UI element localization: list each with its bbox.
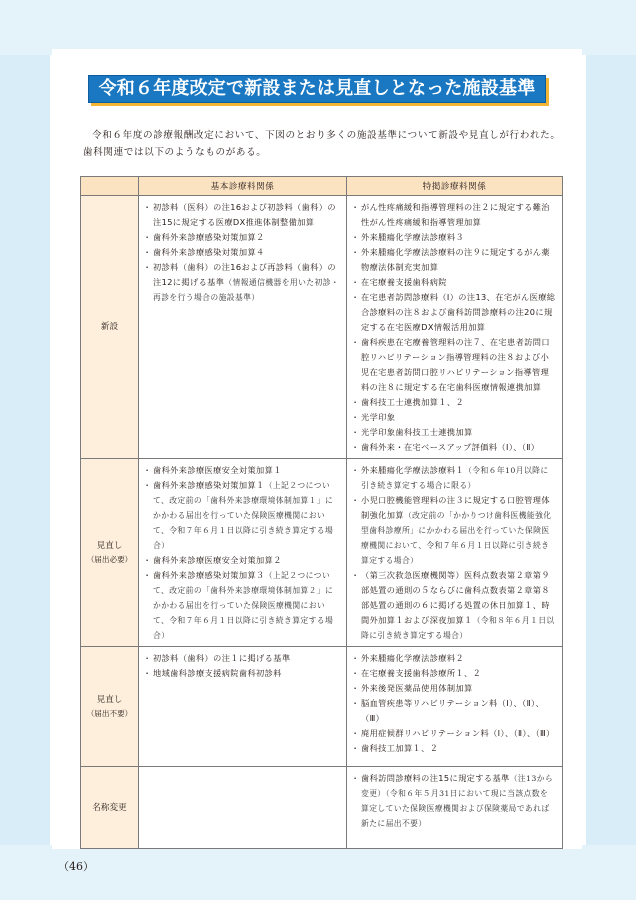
item-text: 歯科外来診療感染対策加算２	[153, 232, 265, 242]
row-label: 名称変更	[92, 802, 127, 813]
item-text: 歯科外来診療感染対策加算３	[153, 570, 265, 580]
special-item-list	[347, 196, 562, 458]
cell-basic	[139, 196, 347, 459]
table-row	[81, 767, 563, 849]
item-text: 地域歯科診療支援病院歯科初診料	[153, 668, 282, 678]
list-item	[145, 568, 340, 643]
basic-item-list	[139, 459, 346, 646]
list-item	[353, 568, 556, 643]
item-text: 外来腫瘍化学療法診療料の注９に規定するがん薬物療法体制充実加算	[361, 247, 550, 272]
cell-special	[347, 459, 563, 647]
row-label-cell	[81, 767, 139, 849]
cell-special	[347, 767, 563, 849]
row-label: 見直し	[96, 694, 123, 705]
list-item	[145, 478, 340, 553]
item-text: 小児口腔機能管理料の注３に規定する口腔管理体制強化加算	[361, 495, 550, 520]
table-row	[81, 459, 563, 647]
list-item	[353, 245, 556, 275]
list-item	[145, 245, 340, 260]
basic-item-list	[139, 196, 346, 308]
page-title: 令和６年度改定で新設または見直しとなった施設基準	[88, 75, 546, 103]
item-note: （令和６年10月以降に引き続き算定する場合に限る）	[361, 466, 549, 490]
top-frame-band	[0, 0, 636, 55]
item-text: 光学印象	[361, 412, 396, 422]
row-sublabel: （届出必要）	[86, 554, 133, 564]
row-label: 新設	[100, 322, 119, 332]
row-label: 見直し	[96, 540, 123, 551]
item-text: 歯科技工士連携加算１、２	[361, 397, 465, 407]
item-text: 初診料（医科）の注16および初診料（歯科）の注15に規定する医療DX推進体制整備加算	[153, 202, 336, 227]
special-item-list	[347, 647, 562, 759]
list-item	[145, 200, 340, 230]
item-text: 在宅療養支援歯科病院	[361, 277, 447, 287]
table-row	[81, 647, 563, 767]
basic-item-list	[139, 647, 346, 684]
item-note: （上記２つについて、改定前の「歯科外来診療環境体制加算２」にかかわる届出を行っていた保険医療機関において、令和７年６月１日以降に引き続き算定する場合）	[153, 571, 334, 640]
list-item	[353, 651, 556, 666]
item-text: 光学印象歯科技工士連携加算	[361, 427, 473, 437]
item-text: 初診料（歯科）の注１に掲げる基準	[153, 653, 291, 663]
header-special: 特掲診療料関係	[347, 177, 563, 196]
row-label-cell	[81, 196, 139, 459]
list-item	[353, 493, 556, 568]
cell-basic	[139, 459, 347, 647]
list-item	[353, 410, 556, 425]
item-text: 歯科外来・在宅ベースアップ評価料（Ⅰ）、（Ⅱ）	[361, 442, 540, 452]
left-frame-band	[0, 55, 50, 870]
item-text: 外来腫瘍化学療法診療料２	[361, 653, 465, 663]
item-note: （情報通信機器を用いた初診・再診を行う場合の施設基準）	[153, 278, 340, 302]
list-item	[353, 230, 556, 245]
item-text: 在宅患者訪問診療料（Ⅰ）の注13、在宅がん医療総合診療料の注８および歯科訪問診療料の注20に規定する在宅医療DX情報活用加算	[361, 292, 556, 332]
list-item	[353, 681, 556, 696]
list-item	[353, 200, 556, 230]
item-text: 歯科技工加算１、２	[361, 743, 439, 753]
list-item	[353, 463, 556, 493]
item-text: 脳血管疾患等リハビリテーション料（Ⅰ）、（Ⅱ）、（Ⅲ）	[361, 698, 545, 723]
row-sublabel: （届出不要）	[86, 708, 133, 718]
basic-item-list	[139, 767, 346, 774]
item-text: 外来後発医薬品使用体制加算	[361, 683, 473, 693]
item-text: 歯科訪問診療料の注15に規定する基準	[361, 773, 510, 783]
item-text: 歯科外来診療医療安全対策加算１	[153, 465, 282, 475]
list-item	[353, 666, 556, 681]
item-text: 廃用症候群リハビリテーション料（Ⅰ）、（Ⅱ）、（Ⅲ）	[361, 728, 555, 738]
cell-basic	[139, 647, 347, 767]
item-text: 在宅療養支援歯科診療所１、２	[361, 668, 482, 678]
item-text: 歯科外来診療感染対策加算４	[153, 247, 265, 257]
list-item	[145, 463, 340, 478]
item-note: （改定前の「かかりつけ歯科医機能強化型歯科診療所」にかかわる届出を行っていた保険医療機関において、令和７年６月１日以降に引き続き算定する場合）	[361, 511, 552, 565]
list-item	[353, 726, 556, 741]
item-note: （上記２つについて、改定前の「歯科外来診療環境体制加算１」にかかわる届出を行っていた保険医療機関において、令和７年６月１日以降に引き続き算定する場合）	[153, 481, 334, 550]
cell-basic	[139, 767, 347, 849]
intro-text: 令和６年度の診療報酬改定において、下図のとおり多くの施設基準について新設や見直しが行われた。歯科関連では以下のようなものがある。	[83, 130, 561, 158]
facility-standards-table	[80, 176, 563, 849]
item-text: 外来腫瘍化学療法診療料１	[361, 465, 465, 475]
table-header-row	[81, 177, 563, 196]
item-note: （注13から変更）（令和６年５月31日において現に当該点数を算定していた保険医療機関および保険薬局であれば新たに届出不要）	[361, 774, 554, 828]
special-item-list	[347, 459, 562, 646]
table-row	[81, 196, 563, 459]
list-item	[145, 260, 340, 305]
item-text: （第三次救急医療機関等）医科点数表第２章第９部処置の通則の５ならびに歯科点数表第２章第８部処置の通則の６に掲げる処置の休日加算１、時間外加算１および深夜加算１	[361, 570, 550, 625]
item-text: 初診料（歯科）の注16および再診料（歯科）の注12に掲げる基準	[153, 262, 336, 287]
intro-paragraph	[83, 127, 561, 161]
cell-special	[347, 647, 563, 767]
item-text: 外来腫瘍化学療法診療料３	[361, 232, 465, 242]
row-label-cell	[81, 459, 139, 647]
list-item	[353, 395, 556, 410]
item-text: 歯科外来診療医療安全対策加算２	[153, 555, 282, 565]
item-text: 歯科外来診療感染対策加算１	[153, 480, 265, 490]
list-item	[353, 771, 556, 831]
item-text: 歯科疾患在宅療養管理料の注７、在宅患者訪問口腔リハビリテーション指導管理料の注８および小児在宅患者訪問口腔リハビリテーション指導管理料の注８に規定する在宅歯科医療情報連携加算	[361, 337, 550, 392]
list-item	[353, 335, 556, 395]
page-number: （46）	[58, 860, 94, 873]
list-item	[353, 741, 556, 756]
item-note: （令和８年６月１日以降に引き続き算定する場合）	[361, 616, 555, 640]
list-item	[145, 553, 340, 568]
list-item	[353, 425, 556, 440]
list-item	[145, 666, 340, 681]
table-corner-cell	[81, 177, 139, 196]
cell-special	[347, 196, 563, 459]
item-text: がん性疼痛緩和指導管理料の注２に規定する難治性がん性疼痛緩和指導管理加算	[361, 202, 550, 227]
list-item	[145, 651, 340, 666]
right-frame-band	[586, 55, 636, 870]
list-item	[353, 440, 556, 455]
list-item	[353, 290, 556, 335]
list-item	[353, 696, 556, 726]
list-item	[145, 230, 340, 245]
list-item	[353, 275, 556, 290]
header-basic: 基本診療料関係	[139, 177, 347, 196]
bottom-frame-band	[0, 845, 636, 900]
row-label-cell	[81, 647, 139, 767]
special-item-list	[347, 767, 562, 834]
